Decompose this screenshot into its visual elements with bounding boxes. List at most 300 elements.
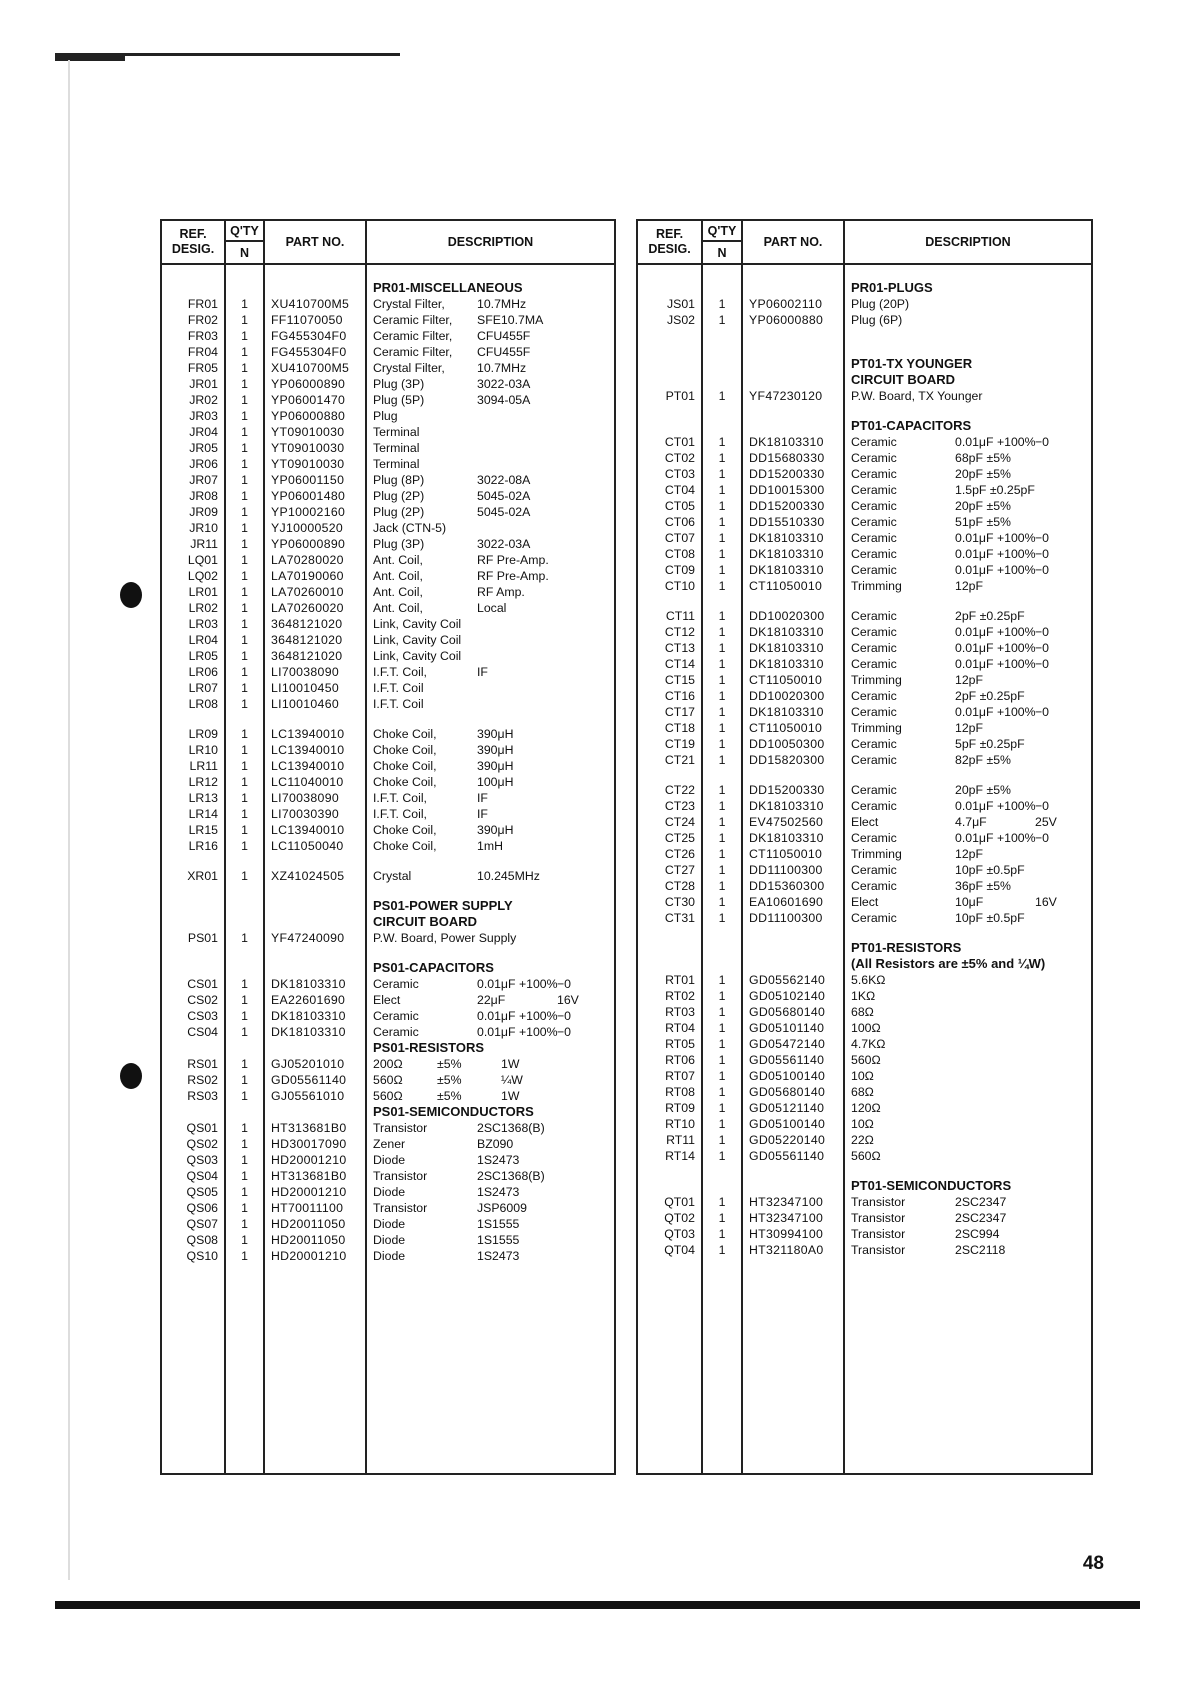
description: [366, 456, 615, 472]
description-field: −0: [1035, 625, 1050, 639]
part-row: [161, 1024, 615, 1040]
description-field: Terminal: [373, 457, 420, 471]
ref-desig: QS04: [161, 1168, 225, 1184]
ref-desig: QS05: [161, 1184, 225, 1200]
cell-empty: [366, 854, 615, 868]
ref-desig: QS03: [161, 1152, 225, 1168]
description-field: 0.01μF +100%: [955, 799, 1036, 813]
description-field: 2SC1368(B): [477, 1169, 545, 1183]
part-number: CT11050010: [742, 720, 844, 736]
cell-empty: [742, 372, 844, 388]
part-number: LC13940010: [264, 822, 366, 838]
cell-empty: [742, 940, 844, 956]
part-row: [637, 434, 1092, 450]
ref-desig: FR05: [161, 360, 225, 376]
description: [366, 1232, 615, 1248]
part-row: [637, 624, 1092, 640]
part-number: DK18103310: [742, 530, 844, 546]
cell-empty: [637, 342, 702, 356]
description-field: 120Ω: [851, 1101, 881, 1115]
cell-empty: [637, 768, 702, 782]
quantity: 1: [702, 910, 742, 926]
ref-desig: RS02: [161, 1072, 225, 1088]
description-field: Jack (CTN-5): [373, 521, 447, 535]
quantity: 1: [702, 640, 742, 656]
description-field: Transistor: [373, 1201, 428, 1215]
quantity: 1: [225, 536, 264, 552]
part-row: [637, 814, 1092, 830]
parts-table-left: [160, 219, 616, 1475]
cell-empty: [702, 342, 742, 356]
cell-empty: [702, 372, 742, 388]
ref-desig: CT19: [637, 736, 702, 752]
description: [844, 688, 1092, 704]
description-field: Ceramic: [851, 467, 897, 481]
part-number: DD15510330: [742, 514, 844, 530]
description-field: 2pF ±0.25pF: [955, 689, 1025, 703]
cell-empty: [742, 768, 844, 782]
part-number: HT70011100: [264, 1200, 366, 1216]
description: [366, 1200, 615, 1216]
part-row: [637, 562, 1092, 578]
cell-empty: [225, 960, 264, 976]
part-number: DK18103310: [264, 976, 366, 992]
cell-filler: [637, 1272, 702, 1474]
ref-desig: LR08: [161, 696, 225, 712]
description: [366, 1248, 615, 1264]
description-field: −0: [1035, 531, 1050, 545]
cell-empty: [161, 1040, 225, 1056]
description-field: −0: [1035, 799, 1050, 813]
section-heading: PT01-RESISTORS: [844, 940, 1092, 956]
cell-empty: [161, 854, 225, 868]
ref-desig: CT04: [637, 482, 702, 498]
description: [366, 408, 615, 424]
part-row: [161, 648, 615, 664]
part-row: [161, 976, 615, 992]
section-heading: CIRCUIT BOARD: [844, 372, 1092, 388]
cell-empty: [844, 404, 1092, 418]
ref-desig: RT08: [637, 1084, 702, 1100]
description: [844, 578, 1092, 594]
quantity: 1: [225, 838, 264, 854]
ref-desig: LR06: [161, 664, 225, 680]
part-row: [161, 440, 615, 456]
ref-desig: JS02: [637, 312, 702, 328]
part-number: YP06000880: [264, 408, 366, 424]
description-field: ±5%: [437, 1057, 462, 1071]
description-field: 0.01μF +100%: [955, 641, 1036, 655]
part-number: GD05121140: [742, 1100, 844, 1116]
ref-desig: CS03: [161, 1008, 225, 1024]
part-row: [161, 1168, 615, 1184]
cell-empty: [264, 884, 366, 898]
description: [844, 1100, 1092, 1116]
ref-desig: CT25: [637, 830, 702, 846]
cell-empty: [264, 914, 366, 930]
section-heading: PT01-TX YOUNGER: [844, 356, 1092, 372]
quantity: 1: [225, 584, 264, 600]
ref-desig: QT02: [637, 1210, 702, 1226]
description-field: P.W. Board, TX Younger: [851, 389, 983, 403]
ref-desig: CT23: [637, 798, 702, 814]
description: [844, 388, 1092, 404]
ref-desig: CT24: [637, 814, 702, 830]
quantity: 1: [225, 392, 264, 408]
description: [844, 514, 1092, 530]
ref-desig: JR07: [161, 472, 225, 488]
part-row: [637, 1020, 1092, 1036]
description-field: 560Ω: [851, 1053, 881, 1067]
ref-desig: JR01: [161, 376, 225, 392]
description-field: Terminal: [373, 425, 420, 439]
description-field: 560Ω: [373, 1089, 403, 1103]
quantity: 1: [225, 696, 264, 712]
part-number: HT313681B0: [264, 1168, 366, 1184]
part-number: 3648121020: [264, 616, 366, 632]
quantity: 1: [702, 1210, 742, 1226]
description-field: −0: [557, 1025, 572, 1039]
ref-desig: LR03: [161, 616, 225, 632]
cell-pad: [225, 266, 264, 280]
ref-desig: RS03: [161, 1088, 225, 1104]
section-heading-row: [637, 940, 1092, 956]
cell-pad: [264, 1264, 366, 1278]
description-field: I.F.T. Coil,: [373, 791, 427, 805]
part-number: DK18103310: [742, 562, 844, 578]
description-field: Transistor: [851, 1227, 906, 1241]
ref-desig: CT09: [637, 562, 702, 578]
ref-desig: LR09: [161, 726, 225, 742]
section-heading-row: [161, 898, 615, 914]
description-field: Plug (2P): [373, 505, 425, 519]
quantity: 1: [225, 296, 264, 312]
description-field: 51pF ±5%: [955, 515, 1011, 529]
spacer-row: [637, 768, 1092, 782]
part-number: DD10015300: [742, 482, 844, 498]
quantity: 1: [225, 360, 264, 376]
part-number: XU410700M5: [264, 360, 366, 376]
part-row: [637, 546, 1092, 562]
part-number: LC13940010: [264, 742, 366, 758]
description: [844, 1052, 1092, 1068]
description: [844, 498, 1092, 514]
cell-empty: [742, 1178, 844, 1194]
part-number: HT321180A0: [742, 1242, 844, 1258]
description: [366, 664, 615, 680]
cell-pad: [366, 266, 615, 280]
description: [366, 1024, 615, 1040]
part-number: DK18103310: [742, 798, 844, 814]
part-row: [161, 680, 615, 696]
description-field: Zener: [373, 1137, 406, 1151]
cell-empty: [161, 914, 225, 930]
part-number: HD20001210: [264, 1152, 366, 1168]
description-field: Diode: [373, 1153, 406, 1167]
cell-empty: [702, 594, 742, 608]
description-field: Plug (2P): [373, 489, 425, 503]
cell-empty: [844, 328, 1092, 342]
part-row: [637, 1210, 1092, 1226]
description: [366, 868, 615, 884]
description-field: 20pF ±5%: [955, 499, 1011, 513]
description-field: Elect: [851, 815, 879, 829]
description: [366, 930, 615, 946]
description-field: 1KΩ: [851, 989, 876, 1003]
part-row: [161, 456, 615, 472]
part-number: YF47240090: [264, 930, 366, 946]
part-number: YP06002110: [742, 296, 844, 312]
quantity: 1: [225, 868, 264, 884]
section-heading-row: [161, 1040, 615, 1056]
section-heading-row: [161, 914, 615, 930]
part-row: [161, 360, 615, 376]
part-row: [161, 376, 615, 392]
cell-empty: [742, 418, 844, 434]
description: [366, 1168, 615, 1184]
quantity: 1: [702, 578, 742, 594]
part-row: [161, 868, 615, 884]
part-number: DK18103310: [742, 624, 844, 640]
description-field: Ceramic: [851, 879, 897, 893]
ref-desig: CT07: [637, 530, 702, 546]
bottom-rule: [55, 1601, 1140, 1609]
quantity: 1: [702, 1036, 742, 1052]
part-row: [161, 822, 615, 838]
part-row: [161, 790, 615, 806]
description-field: 5045-02A: [477, 505, 531, 519]
description: [844, 546, 1092, 562]
part-number: DK18103310: [742, 546, 844, 562]
ref-desig: LR11: [161, 758, 225, 774]
cell-filler: [742, 1272, 844, 1474]
description-field: 0.01μF +100%: [955, 705, 1036, 719]
description-field: Ceramic: [851, 625, 897, 639]
quantity: 1: [702, 862, 742, 878]
quantity: 1: [702, 736, 742, 752]
ref-desig: RS01: [161, 1056, 225, 1072]
part-number: LC11040010: [264, 774, 366, 790]
part-number: LI70038090: [264, 664, 366, 680]
description-field: RF Pre-Amp.: [477, 569, 549, 583]
part-row: [637, 640, 1092, 656]
quantity: 1: [702, 1068, 742, 1084]
cell-empty: [742, 356, 844, 372]
section-heading: PT01-CAPACITORS: [844, 418, 1092, 434]
part-row: [637, 736, 1092, 752]
part-row: [637, 862, 1092, 878]
description: [844, 862, 1092, 878]
cell-empty: [225, 1040, 264, 1056]
quantity: 1: [225, 806, 264, 822]
cell-empty: [637, 404, 702, 418]
cell-empty: [264, 1104, 366, 1120]
part-row: [637, 1036, 1092, 1052]
col-header-qty: Q'TY N: [225, 220, 264, 264]
cell-empty: [366, 946, 615, 960]
description-field: Trimming: [851, 847, 902, 861]
description-field: 1mH: [477, 839, 503, 853]
part-row: [637, 1084, 1092, 1100]
description: [844, 640, 1092, 656]
part-number: DD11100300: [742, 862, 844, 878]
ref-desig: JR06: [161, 456, 225, 472]
ref-desig: LQ02: [161, 568, 225, 584]
ref-desig: LR01: [161, 584, 225, 600]
cell-empty: [637, 356, 702, 372]
ref-desig: JR11: [161, 536, 225, 552]
ref-desig: CT16: [637, 688, 702, 704]
quantity: 1: [225, 1152, 264, 1168]
ref-desig: QS06: [161, 1200, 225, 1216]
description-field: Plug (5P): [373, 393, 425, 407]
description-field: Choke Coil,: [373, 775, 437, 789]
part-number: HD30017090: [264, 1136, 366, 1152]
part-number: GD05561140: [742, 1052, 844, 1068]
description-field: Choke Coil,: [373, 839, 437, 853]
part-number: DK18103310: [264, 1008, 366, 1024]
cell-empty: [225, 884, 264, 898]
part-row: [637, 972, 1092, 988]
cell-empty: [264, 898, 366, 914]
description: [366, 552, 615, 568]
description-field: 68pF ±5%: [955, 451, 1011, 465]
part-row: [161, 1072, 615, 1088]
quantity: 1: [225, 648, 264, 664]
description-field: ±5%: [437, 1073, 462, 1087]
description: [366, 616, 615, 632]
ref-desig: QT04: [637, 1242, 702, 1258]
description-field: Transistor: [373, 1121, 428, 1135]
description-field: Transistor: [851, 1211, 906, 1225]
cell-empty: [844, 594, 1092, 608]
part-number: EA22601690: [264, 992, 366, 1008]
cell-empty: [161, 1104, 225, 1120]
description-field: −0: [1035, 831, 1050, 845]
description-field: 390μH: [477, 823, 514, 837]
quantity: 1: [702, 1020, 742, 1036]
part-row: [161, 632, 615, 648]
quantity: 1: [702, 704, 742, 720]
cell-empty: [702, 404, 742, 418]
cell-empty: [637, 940, 702, 956]
col-header-description: DESCRIPTION: [366, 220, 615, 264]
description-field: Ceramic: [373, 1009, 419, 1023]
description: [366, 648, 615, 664]
description: [366, 976, 615, 992]
description-field: RF Pre-Amp.: [477, 553, 549, 567]
part-row: [161, 600, 615, 616]
part-number: LC13940010: [264, 758, 366, 774]
description-field: Ceramic: [851, 451, 897, 465]
description: [844, 672, 1092, 688]
quantity: 1: [702, 878, 742, 894]
description: [366, 344, 615, 360]
part-number: LA70260010: [264, 584, 366, 600]
description-field: IF: [477, 665, 488, 679]
quantity: 1: [702, 1084, 742, 1100]
part-row: [161, 1056, 615, 1072]
quantity: 1: [225, 328, 264, 344]
description-field: Diode: [373, 1249, 406, 1263]
cell-pad: [366, 1264, 615, 1278]
cell-empty: [702, 1178, 742, 1194]
description: [844, 752, 1092, 768]
description: [366, 424, 615, 440]
part-number: GJ05201010: [264, 1056, 366, 1072]
quantity: 1: [225, 930, 264, 946]
description-field: 0.01μF +100%: [477, 1009, 558, 1023]
ref-desig: CT22: [637, 782, 702, 798]
part-row: [161, 774, 615, 790]
description-field: CFU455F: [477, 329, 531, 343]
scan-edge-line: [68, 60, 70, 1580]
description-field: 10μF: [955, 895, 984, 909]
part-number: LI10010450: [264, 680, 366, 696]
description-field: Ceramic: [851, 483, 897, 497]
description: [844, 736, 1092, 752]
description-field: 16V: [1035, 895, 1057, 909]
quantity: 1: [225, 424, 264, 440]
quantity: 1: [225, 1136, 264, 1152]
cell-empty: [637, 418, 702, 434]
part-number: GD05680140: [742, 1084, 844, 1100]
part-number: HD20001210: [264, 1248, 366, 1264]
description-field: Elect: [373, 993, 401, 1007]
description: [366, 520, 615, 536]
part-row: [637, 830, 1092, 846]
description-field: 2pF ±0.25pF: [955, 609, 1025, 623]
description-field: 12pF: [955, 721, 984, 735]
ref-desig: CT28: [637, 878, 702, 894]
ref-desig: RT02: [637, 988, 702, 1004]
ref-desig: CS04: [161, 1024, 225, 1040]
part-number: DK18103310: [742, 434, 844, 450]
description-field: Link, Cavity Coil: [373, 633, 462, 647]
part-row: [161, 472, 615, 488]
description-field: Plug (3P): [373, 377, 425, 391]
punch-hole: [120, 582, 142, 608]
description-field: 68Ω: [851, 1005, 874, 1019]
part-row: [637, 498, 1092, 514]
part-row: [637, 910, 1092, 926]
description-field: 4.7KΩ: [851, 1037, 886, 1051]
part-number: LI70038090: [264, 790, 366, 806]
part-row: [637, 1068, 1092, 1084]
quantity: 1: [225, 1248, 264, 1264]
description-field: 0.01μF +100%: [955, 531, 1036, 545]
part-number: DD10020300: [742, 688, 844, 704]
part-row: [161, 504, 615, 520]
description-field: 16V: [557, 993, 579, 1007]
part-row: [161, 1136, 615, 1152]
part-number: DD15200330: [742, 498, 844, 514]
quantity: 1: [225, 456, 264, 472]
part-row: [161, 536, 615, 552]
ref-desig: RT14: [637, 1148, 702, 1164]
description-field: −0: [1035, 435, 1050, 449]
description: [366, 680, 615, 696]
description-field: Plug (8P): [373, 473, 425, 487]
section-heading: PR01-PLUGS: [844, 280, 1092, 296]
part-row: [161, 488, 615, 504]
quantity: 1: [225, 1216, 264, 1232]
quantity: 1: [702, 830, 742, 846]
description-field: 0.01μF +100%: [955, 625, 1036, 639]
quantity: 1: [702, 312, 742, 328]
quantity: 1: [225, 1056, 264, 1072]
spacer-row: [161, 712, 615, 726]
